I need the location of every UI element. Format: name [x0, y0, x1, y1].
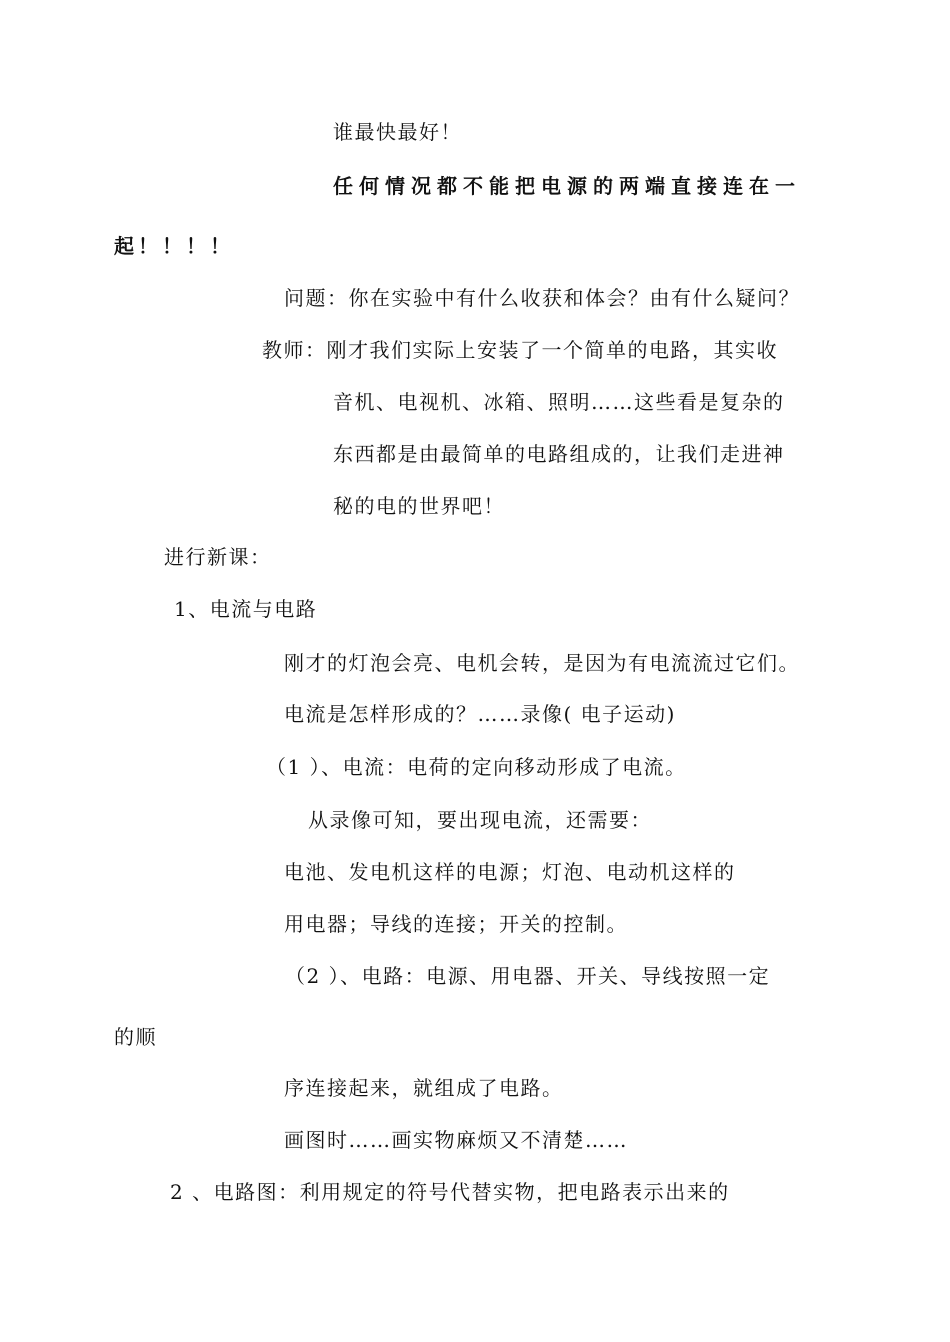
text-line-15: 电池、发电机这样的电源；灯泡、电动机这样的 — [284, 860, 736, 884]
text-line-12: 电流是怎样形成的？……录像( 电子运动) — [284, 702, 676, 726]
text-line-1: 谁最快最好！ — [333, 120, 462, 144]
text-line-20: 画图时……画实物麻烦又不清楚…… — [284, 1128, 628, 1152]
text-line-16: 用电器；导线的连接；开关的控制。 — [284, 912, 628, 936]
text-line-8: 秘的电的世界吧！ — [333, 494, 505, 518]
text-line-18: 的顺 — [114, 1025, 157, 1049]
text-line-6: 音机、电视机、冰箱、照明……这些看是复杂的 — [333, 390, 785, 414]
text-line-7: 东西都是由最简单的电路组成的，让我们走进神 — [333, 442, 785, 466]
text-line-9: 进行新课： — [164, 545, 272, 569]
text-line-3-bold: 起！！！！ — [114, 234, 234, 258]
text-line-4: 问题：你在实验中有什么收获和体会？由有什么疑问？ — [284, 286, 800, 310]
text-line-14: 从录像可知，要出现电流，还需要： — [308, 808, 652, 832]
text-line-17: （2 ）、电路：电源、用电器、开关、导线按照一定 — [285, 964, 771, 988]
section-heading-2: 2 、电路图：利用规定的符号代替实物，把电路表示出来的 — [170, 1180, 730, 1204]
section-heading-1: 1、电流与电路 — [174, 597, 318, 621]
text-line-11: 刚才的灯泡会亮、电机会转，是因为有电流流过它们。 — [284, 651, 800, 675]
text-line-19: 序连接起来，就组成了电路。 — [284, 1076, 564, 1100]
text-line-13: （1 ）、电流：电荷的定向移动形成了电流。 — [266, 755, 687, 779]
text-line-2-bold: 任何情况都不能把电源的两端直接连在一 — [333, 174, 801, 198]
text-line-5: 教师：刚才我们实际上安装了一个简单的电路，其实收 — [262, 338, 778, 362]
